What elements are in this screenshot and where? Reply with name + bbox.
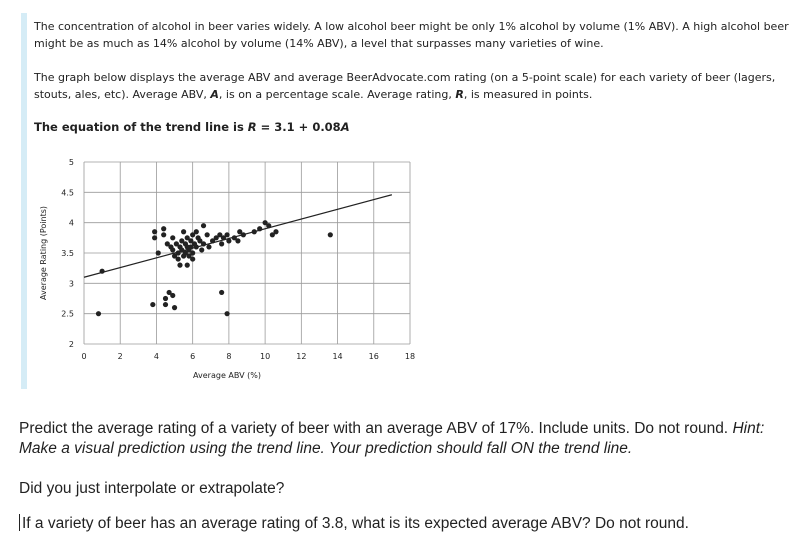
x-tick-label: 8 xyxy=(226,352,232,361)
data-point xyxy=(206,244,211,249)
panel-accent-bar xyxy=(21,13,27,389)
data-point xyxy=(185,263,190,268)
var-r: R xyxy=(455,88,464,101)
data-point xyxy=(273,229,278,234)
data-point xyxy=(328,232,333,237)
y-tick-label: 2.5 xyxy=(61,309,74,319)
y-axis-label: Average Rating (Points) xyxy=(39,205,48,301)
data-point xyxy=(241,232,246,237)
x-axis-label: Average ABV (%) xyxy=(193,371,261,380)
y-tick-label: 2 xyxy=(68,340,74,349)
data-point xyxy=(170,293,175,298)
y-tick-label: 3 xyxy=(68,279,74,289)
data-point xyxy=(219,290,224,295)
data-point xyxy=(152,235,157,240)
data-point xyxy=(170,247,175,252)
data-point xyxy=(152,229,157,234)
data-point xyxy=(194,229,199,234)
data-point xyxy=(161,232,166,237)
equation-a: A xyxy=(340,120,350,134)
x-tick-label: 12 xyxy=(296,352,307,361)
data-point xyxy=(190,250,195,255)
data-point xyxy=(257,226,262,231)
data-point xyxy=(224,311,229,316)
question-1 xyxy=(19,419,799,459)
text-cursor xyxy=(19,514,20,531)
data-point xyxy=(252,229,257,234)
x-tick-label: 16 xyxy=(368,352,379,361)
data-point xyxy=(172,305,177,310)
y-tick-label: 4 xyxy=(68,218,74,228)
var-a: A xyxy=(210,88,219,101)
data-point xyxy=(100,269,105,274)
p2-text-c: , is measured in points. xyxy=(463,88,593,101)
data-point xyxy=(205,232,210,237)
y-tick-label: 5 xyxy=(68,158,74,167)
question-2: Did you just interpolate or extrapolate? xyxy=(19,480,285,497)
x-tick-label: 10 xyxy=(260,352,271,361)
p2-text-a: The graph below displays the average ABV and average BeerAdvocate.com rating (on a 5-point scale) for each variety of beer (lagers, stouts, ales, etc). Average ABV, xyxy=(34,71,776,101)
data-point xyxy=(170,235,175,240)
data-point xyxy=(266,223,271,228)
data-point xyxy=(235,238,240,243)
x-tick-label: 0 xyxy=(81,352,87,361)
data-point xyxy=(96,311,101,316)
data-point xyxy=(201,241,206,246)
y-tick-label: 3.5 xyxy=(61,249,74,258)
x-tick-label: 4 xyxy=(153,352,159,361)
equation-r: R xyxy=(247,120,257,134)
data-point xyxy=(176,256,181,261)
equation-mid: = 3.1 + 0.08 xyxy=(256,120,341,134)
x-tick-label: 2 xyxy=(117,352,123,361)
question-3 xyxy=(19,514,689,534)
question-3-text: If a variety of beer has an average rating of 3.8, what is its expected average ABV? Do not round. xyxy=(22,515,689,532)
data-point xyxy=(194,244,199,249)
intro-paragraph-2 xyxy=(34,69,794,103)
x-tick-label: 14 xyxy=(332,352,343,361)
data-point xyxy=(190,256,195,261)
scatter-chart xyxy=(34,148,434,384)
y-tick-label: 4.5 xyxy=(61,188,74,198)
question-1-hint: Hint: Make a visual prediction using the trend line. Your prediction should fall ON the trend line. xyxy=(19,420,765,457)
data-point xyxy=(177,263,182,268)
trend-line-equation xyxy=(34,120,350,134)
data-point xyxy=(163,302,168,307)
data-point xyxy=(219,241,224,246)
data-point xyxy=(163,296,168,301)
data-point xyxy=(199,247,204,252)
data-point xyxy=(161,226,166,231)
data-point xyxy=(201,223,206,228)
p2-text-b: , is on a percentage scale. Average rating, xyxy=(218,88,456,101)
equation-prefix: The equation of the trend line is xyxy=(34,120,248,134)
x-tick-label: 18 xyxy=(404,352,416,361)
question-1-text: Predict the average rating of a variety of beer with an average ABV of 17%. Include units. Do not round. xyxy=(19,420,733,437)
data-point xyxy=(156,250,161,255)
intro-paragraph-1: The concentration of alcohol in beer varies widely. A low alcohol beer might be only 1% alcohol by volume (1% ABV). A high alcohol beer might be as much as 14% alcohol by volume (14% ABV), a level that surpasses many varieties of wine. xyxy=(34,20,789,50)
data-point xyxy=(224,232,229,237)
data-point xyxy=(226,238,231,243)
x-tick-label: 6 xyxy=(190,352,196,361)
data-point xyxy=(181,229,186,234)
data-point xyxy=(150,302,155,307)
